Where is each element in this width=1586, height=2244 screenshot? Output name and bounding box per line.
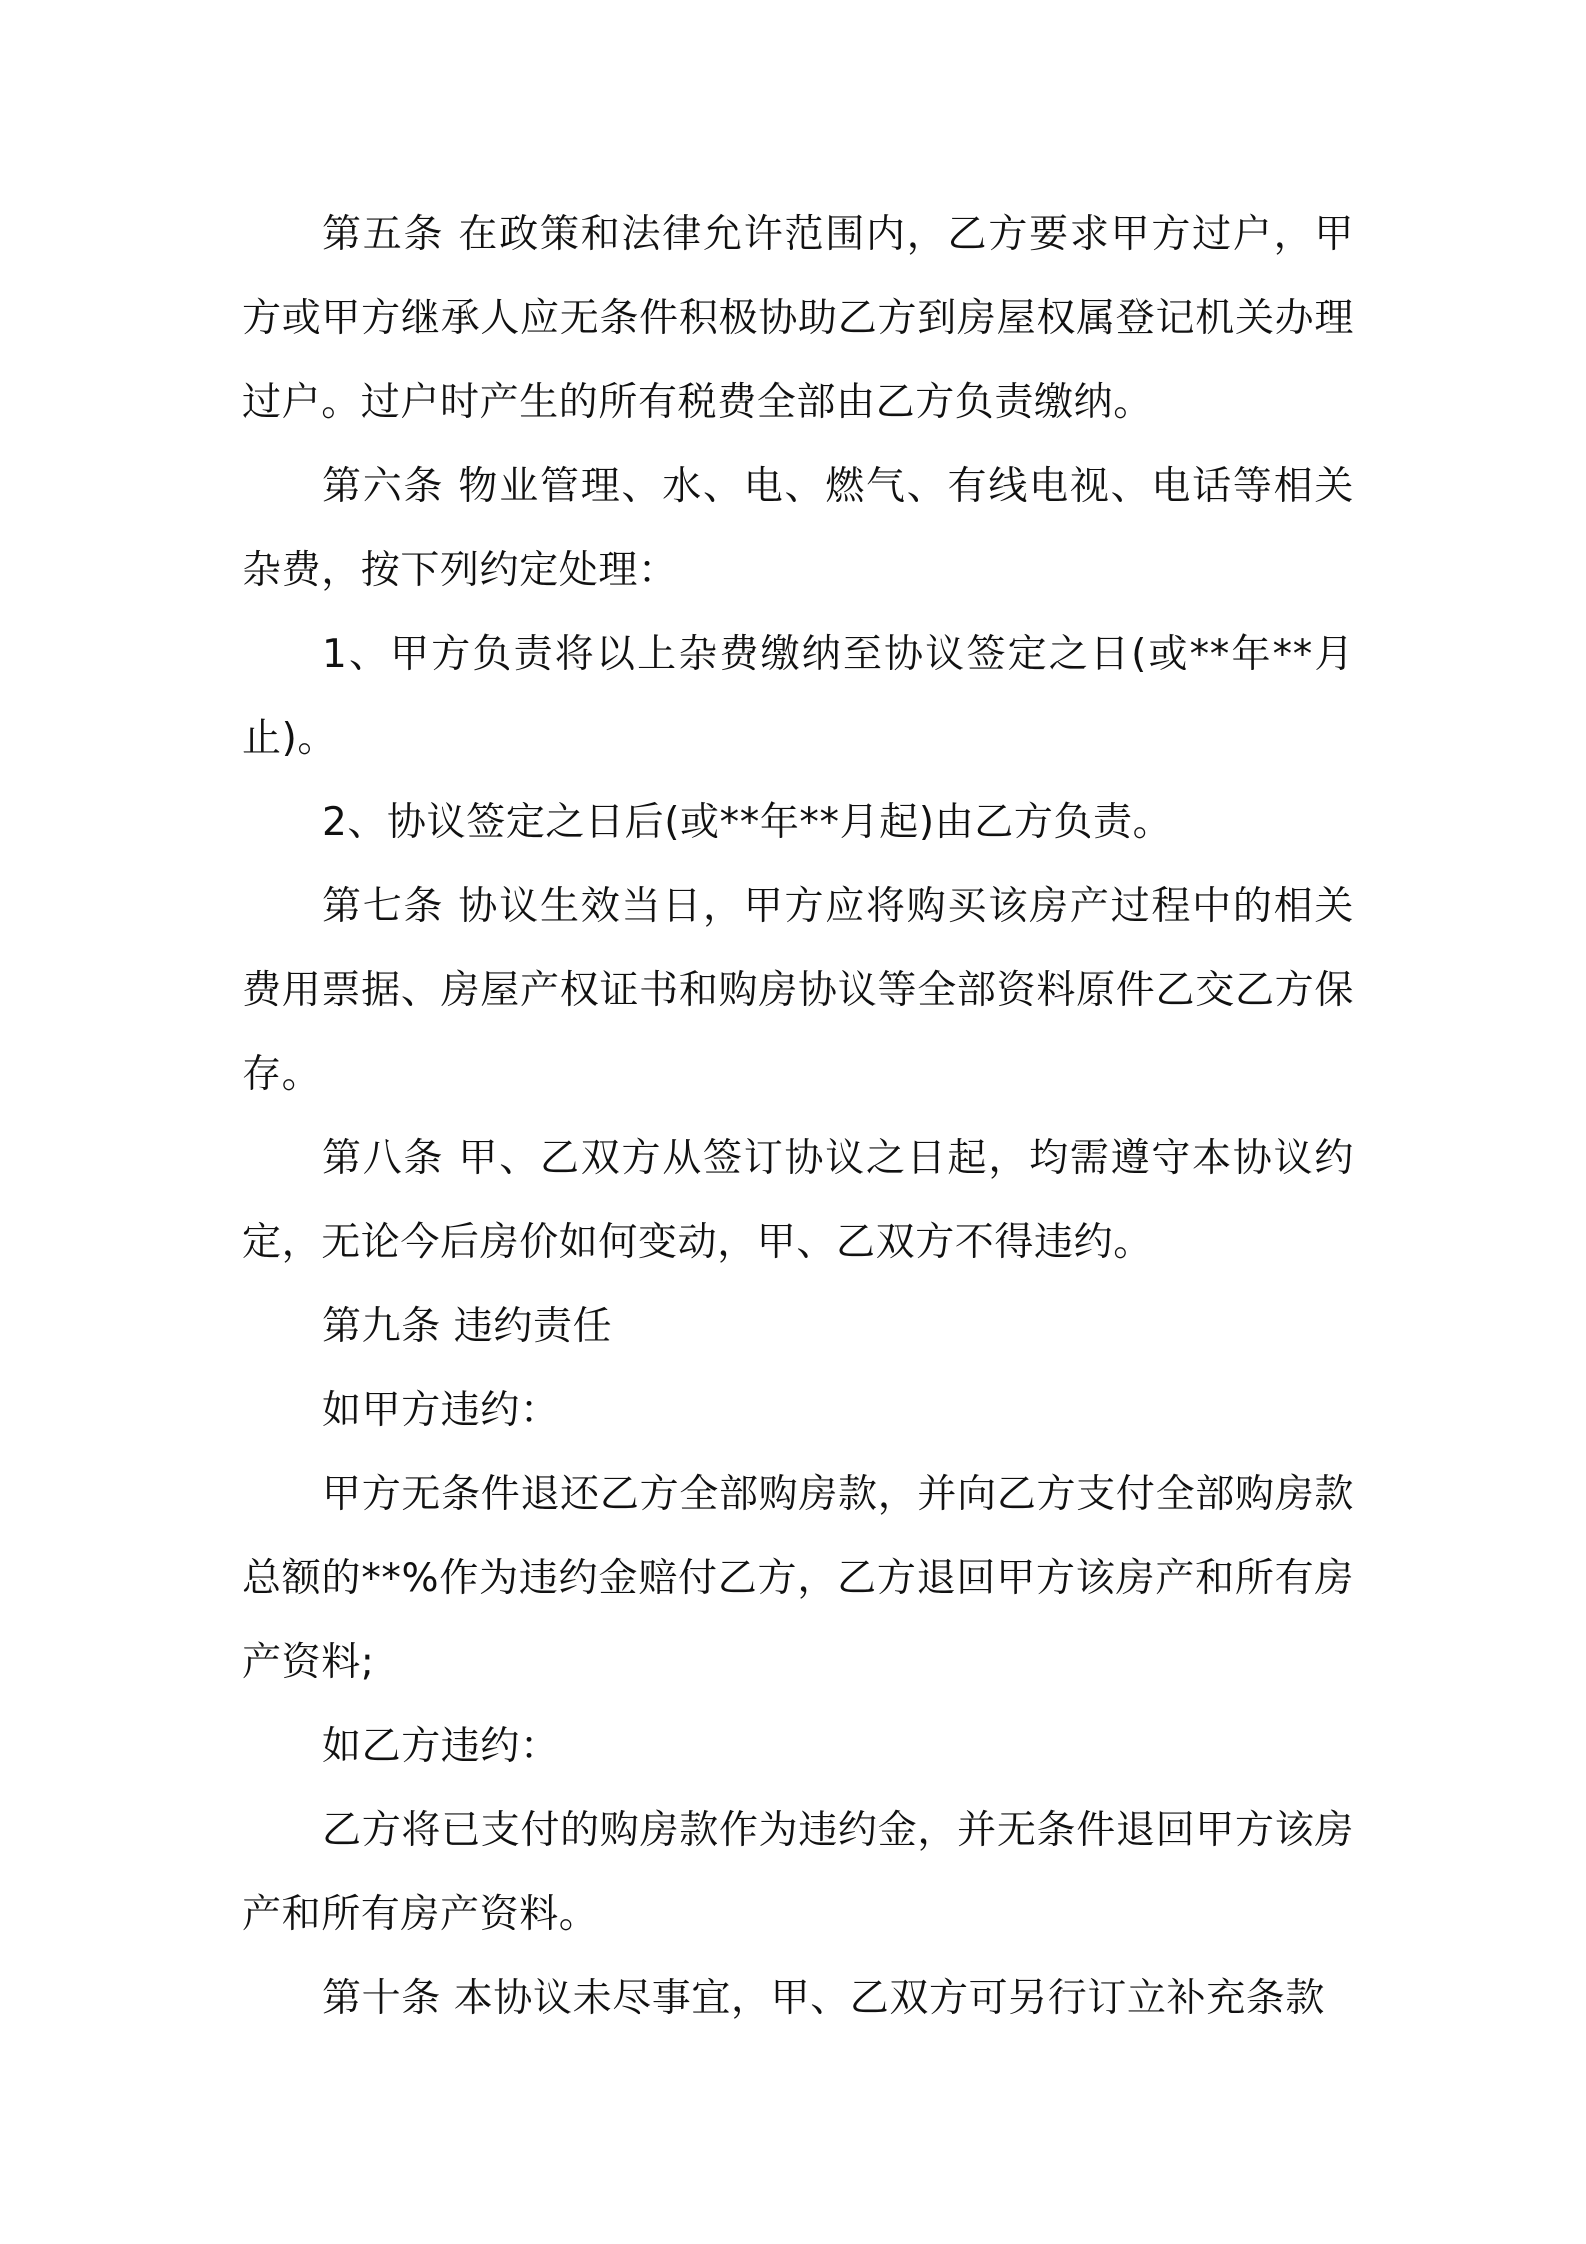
paragraph-party-b-breach-heading: 如乙方违约： bbox=[322, 1724, 560, 1769]
paragraph-article-10: 第十条 本协议未尽事宜，甲、乙双方可另行订立补充条款 bbox=[322, 1976, 1325, 2021]
paragraph-article-7: 第七条 协议生效当日，甲方应将购买该房产过程中的相关费用票据、房屋产权证书和购房协议等全部资料原件乙交乙方保存。 bbox=[242, 884, 1354, 1097]
paragraph-article-6: 第六条 物业管理、水、电、燃气、有线电视、电话等相关杂费，按下列约定处理： bbox=[242, 464, 1354, 593]
paragraph-party-a-breach-heading: 如甲方违约： bbox=[322, 1388, 560, 1433]
document-body bbox=[242, 193, 1354, 2041]
paragraph-party-b-breach-terms: 乙方将已支付的购房款作为违约金，并无条件退回甲方该房产和所有房产资料。 bbox=[242, 1808, 1354, 1937]
paragraph-party-a-breach-terms: 甲方无条件退还乙方全部购房款，并向乙方支付全部购房款总额的**%作为违约金赔付乙方，乙方退回甲方该房产和所有房产资料; bbox=[242, 1472, 1354, 1685]
paragraph-article-6-item-2: 2、协议签定之日后(或**年**月起)由乙方负责。 bbox=[322, 800, 1173, 845]
paragraph-article-9-heading: 第九条 违约责任 bbox=[322, 1304, 613, 1349]
paragraph-article-6-item-1: 1、甲方负责将以上杂费缴纳至协议签定之日(或**年**月止)。 bbox=[242, 632, 1354, 761]
paragraph-article-5: 第五条 在政策和法律允许范围内，乙方要求甲方过户，甲方或甲方继承人应无条件积极协助乙方到房屋权属登记机关办理过户。过户时产生的所有税费全部由乙方负责缴纳。 bbox=[242, 212, 1354, 425]
paragraph-article-8: 第八条 甲、乙双方从签订协议之日起，均需遵守本协议约定，无论今后房价如何变动，甲、乙双方不得违约。 bbox=[242, 1136, 1354, 1265]
